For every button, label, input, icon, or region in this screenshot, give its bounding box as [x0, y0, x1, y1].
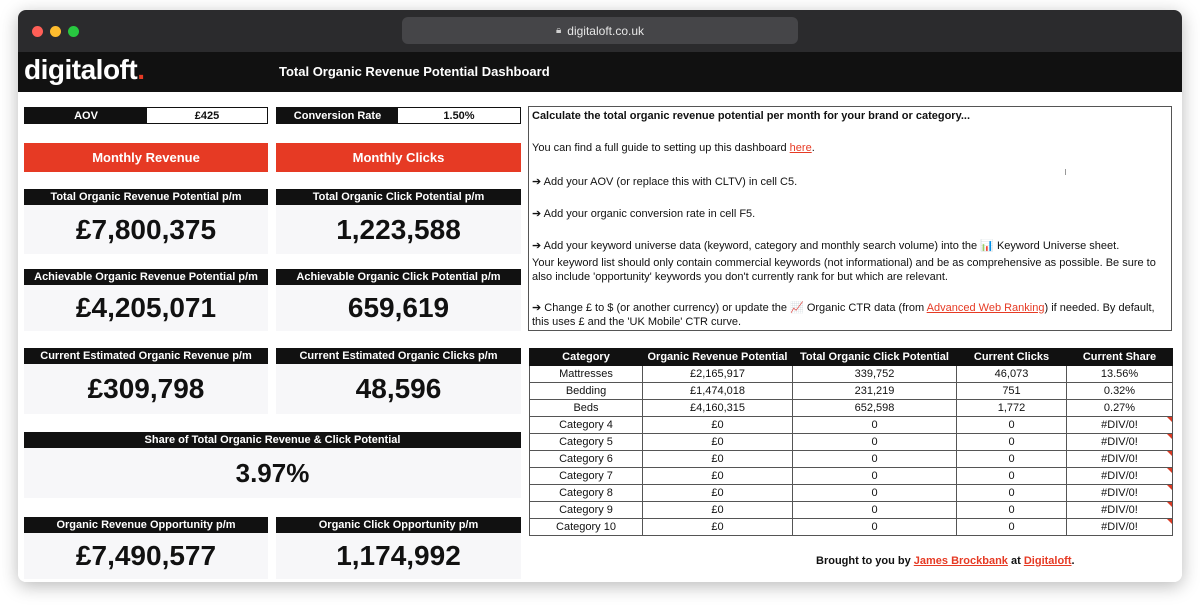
- table-cell[interactable]: Category 6: [530, 451, 643, 468]
- card-label: Achievable Organic Click Potential p/m: [276, 269, 521, 285]
- table-cell[interactable]: 0: [793, 451, 957, 468]
- table-cell[interactable]: 0: [793, 468, 957, 485]
- table-cell[interactable]: #DIV/0!: [1067, 417, 1173, 434]
- table-cell[interactable]: #DIV/0!: [1067, 468, 1173, 485]
- step-aov: ➔ Add your AOV (or replace this with CLTV) in cell C5.: [532, 176, 798, 188]
- table-header-row: [530, 349, 1173, 366]
- table-cell[interactable]: 0: [793, 519, 957, 536]
- table-row: [530, 485, 1173, 502]
- table-cell[interactable]: #DIV/0!: [1067, 434, 1173, 451]
- minimize-window-icon[interactable]: [50, 26, 61, 37]
- table-cell[interactable]: £4,160,315: [643, 400, 793, 417]
- card-value: 1,223,588: [336, 213, 461, 245]
- table-cell[interactable]: 0: [957, 485, 1067, 502]
- table-cell[interactable]: 0: [793, 502, 957, 519]
- table-row: [530, 383, 1173, 400]
- aov-label: AOV: [25, 108, 147, 123]
- card-label: Share of Total Organic Revenue & Click Potential: [24, 432, 521, 448]
- table-cell[interactable]: Category 10: [530, 519, 643, 536]
- column-header: Organic Revenue Potential: [643, 349, 793, 366]
- conversion-rate-row: [276, 107, 521, 124]
- table-cell[interactable]: Category 7: [530, 468, 643, 485]
- column-header: Current Clicks: [957, 349, 1067, 366]
- table-cell[interactable]: £0: [643, 417, 793, 434]
- company-link[interactable]: Digitaloft: [1023, 555, 1072, 567]
- table-cell[interactable]: £0: [643, 451, 793, 468]
- table-cell[interactable]: #DIV/0!: [1067, 485, 1173, 502]
- table-cell[interactable]: 0: [793, 485, 957, 502]
- table-cell[interactable]: Bedding: [530, 383, 643, 400]
- share-of-potential-card: [24, 432, 521, 498]
- table-cell[interactable]: £0: [643, 485, 793, 502]
- achievable-revenue-card: [24, 269, 268, 331]
- card-value: 3.97%: [235, 457, 310, 488]
- table-row: [530, 434, 1173, 451]
- table-cell[interactable]: #DIV/0!: [1067, 502, 1173, 519]
- table-cell[interactable]: £0: [643, 502, 793, 519]
- revenue-opportunity-card: [24, 517, 268, 579]
- achievable-click-card: [276, 269, 521, 331]
- card-label: Achievable Organic Revenue Potential p/m: [24, 269, 268, 285]
- table-row: [530, 451, 1173, 468]
- card-label: Organic Click Opportunity p/m: [276, 517, 521, 533]
- card-value: 1,174,992: [336, 540, 461, 571]
- table-cell[interactable]: Category 8: [530, 485, 643, 502]
- table-cell[interactable]: 0: [957, 468, 1067, 485]
- table-cell[interactable]: Category 4: [530, 417, 643, 434]
- page-title: Total Organic Revenue Potential Dashboard: [279, 64, 550, 79]
- table-cell[interactable]: 339,752: [793, 366, 957, 383]
- card-label: Total Organic Revenue Potential p/m: [24, 189, 268, 205]
- step-keywords-detail: Your keyword list should only contain commercial keywords (not informational) and be as comprehensive as possible. Be sure to also include 'opportunity' keywords you don't currently rank for but which are relevant.: [532, 257, 1156, 283]
- table-cell[interactable]: 751: [957, 383, 1067, 400]
- table-cell[interactable]: 231,219: [793, 383, 957, 400]
- table-row: [530, 468, 1173, 485]
- table-cell[interactable]: 0.32%: [1067, 383, 1173, 400]
- table-cell[interactable]: 652,598: [793, 400, 957, 417]
- card-value: £7,490,577: [75, 540, 217, 571]
- instructions-panel: [528, 106, 1172, 331]
- credit-line: Brought to you by James Brockbank at Digitaloft.: [816, 555, 1075, 567]
- table-cell[interactable]: £2,165,917: [643, 366, 793, 383]
- total-revenue-potential-card: [24, 189, 268, 254]
- conversion-rate-label: Conversion Rate: [277, 108, 398, 123]
- table-cell[interactable]: #DIV/0!: [1067, 519, 1173, 536]
- card-label: Total Organic Click Potential p/m: [276, 189, 521, 205]
- table-cell[interactable]: Category 9: [530, 502, 643, 519]
- card-value: 48,596: [355, 373, 442, 404]
- dashboard-header: [18, 52, 1182, 92]
- category-table: [529, 348, 1173, 536]
- click-opportunity-card: [276, 517, 521, 579]
- digitaloft-logo: digitaloft.: [24, 54, 145, 85]
- table-cell[interactable]: #DIV/0!: [1067, 451, 1173, 468]
- card-value: £7,800,375: [75, 213, 217, 245]
- table-cell[interactable]: Category 5: [530, 434, 643, 451]
- column-header: Current Share: [1067, 349, 1173, 366]
- table-cell[interactable]: 0: [793, 434, 957, 451]
- step-currency: ➔ Change £ to $ (or another currency) or update the 📈 Organic CTR data (from Advanced Web Ranking) if needed. By default, this uses £ and the 'UK Mobile' CTR curve.: [532, 302, 1155, 328]
- table-cell[interactable]: 0: [957, 451, 1067, 468]
- column-header: Category: [530, 349, 643, 366]
- table-cell[interactable]: £0: [643, 519, 793, 536]
- guide-line: You can find a full guide to setting up this dashboard here.: [532, 142, 815, 154]
- column-header: Total Organic Click Potential: [793, 349, 957, 366]
- table-cell[interactable]: 0: [957, 434, 1067, 451]
- table-cell[interactable]: £1,474,018: [643, 383, 793, 400]
- conversion-rate-input[interactable]: 1.50%: [398, 108, 520, 123]
- table-cell[interactable]: 0: [957, 519, 1067, 536]
- table-cell[interactable]: £0: [643, 468, 793, 485]
- table-cell[interactable]: 46,073: [957, 366, 1067, 383]
- advanced-web-ranking-link[interactable]: Advanced Web Ranking: [926, 302, 1045, 314]
- card-value: £4,205,071: [75, 292, 217, 323]
- author-link[interactable]: James Brockbank: [913, 555, 1008, 567]
- step-conversion: ➔ Add your organic conversion rate in cell F5.: [532, 208, 756, 220]
- table-cell[interactable]: 0: [957, 502, 1067, 519]
- card-label: Organic Revenue Opportunity p/m: [24, 517, 268, 533]
- card-label: Current Estimated Organic Clicks p/m: [276, 348, 521, 364]
- total-click-potential-card: [276, 189, 521, 254]
- table-cell[interactable]: 0: [793, 417, 957, 434]
- table-cell[interactable]: 13.56%: [1067, 366, 1173, 383]
- table-cell[interactable]: 1,772: [957, 400, 1067, 417]
- maximize-window-icon[interactable]: [68, 26, 79, 37]
- address-bar[interactable]: [402, 17, 798, 44]
- browser-window: [18, 10, 1182, 582]
- card-label: Current Estimated Organic Revenue p/m: [24, 348, 268, 364]
- table-cell[interactable]: £0: [643, 434, 793, 451]
- table-row: [530, 400, 1173, 417]
- step-keywords: ➔ Add your keyword universe data (keyword, category and monthly search volume) into the 📊 Keyword Universe sheet.: [532, 240, 1120, 252]
- table-cell[interactable]: 0: [957, 417, 1067, 434]
- guide-link[interactable]: here: [789, 142, 812, 154]
- table-row: [530, 366, 1173, 383]
- cell-marker: [1065, 169, 1066, 175]
- table-cell[interactable]: Beds: [530, 400, 643, 417]
- table-row: [530, 519, 1173, 536]
- close-window-icon[interactable]: [32, 26, 43, 37]
- url-text: digitaloft.co.uk: [567, 23, 645, 38]
- current-clicks-card: [276, 348, 521, 414]
- monthly-clicks-button[interactable]: Monthly Clicks: [276, 143, 521, 172]
- table-cell[interactable]: 0.27%: [1067, 400, 1173, 417]
- instructions-heading: Calculate the total organic revenue potential per month for your brand or category...: [532, 110, 971, 122]
- table-row: [530, 502, 1173, 519]
- aov-input[interactable]: £425: [147, 108, 267, 123]
- browser-titlebar: [18, 10, 1182, 52]
- dashboard-sheet: [18, 52, 1182, 582]
- table-cell[interactable]: Mattresses: [530, 366, 643, 383]
- card-value: £309,798: [87, 373, 205, 404]
- aov-input-row: [24, 107, 268, 124]
- table-row: [530, 417, 1173, 434]
- lock-icon: 🔒︎: [555, 25, 562, 36]
- card-value: 659,619: [347, 292, 450, 323]
- current-revenue-card: [24, 348, 268, 414]
- monthly-revenue-button[interactable]: Monthly Revenue: [24, 143, 268, 172]
